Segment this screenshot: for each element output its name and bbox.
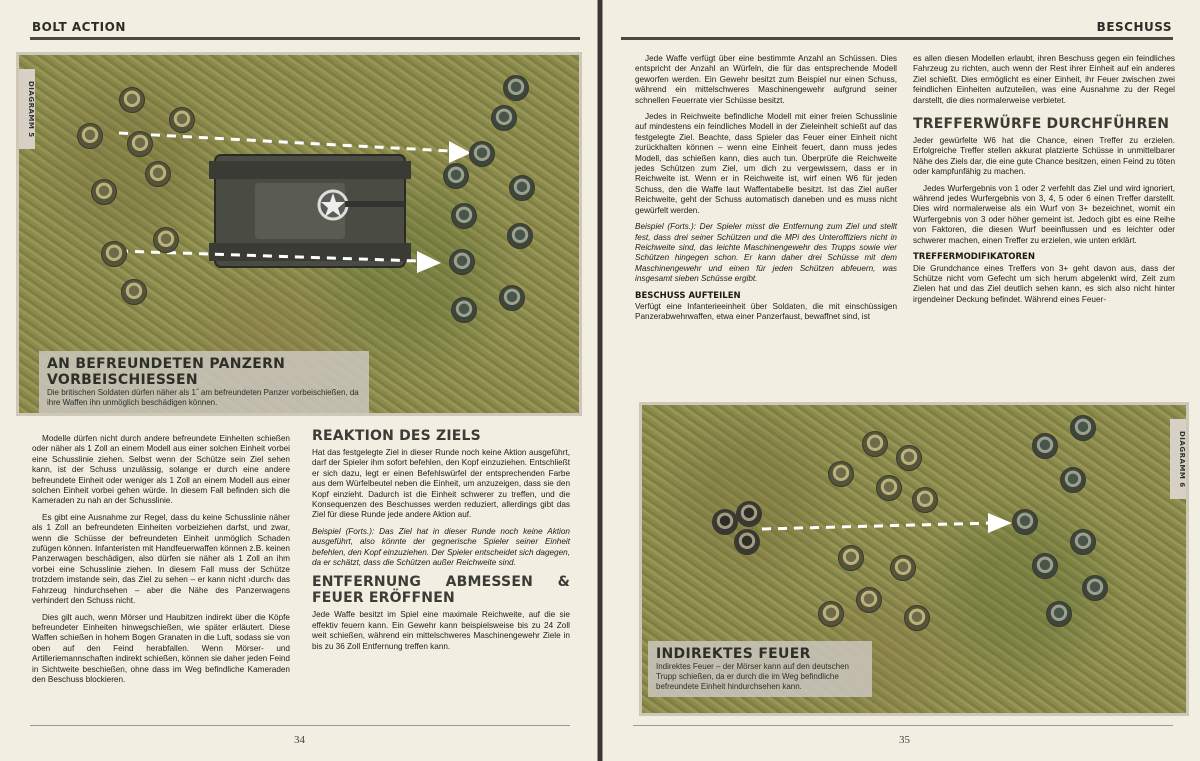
footer-rule bbox=[633, 725, 1173, 726]
german-soldier-miniature bbox=[443, 163, 469, 189]
german-soldier-miniature bbox=[1032, 553, 1058, 579]
friendly-soldier-miniature bbox=[818, 601, 844, 627]
left-page bbox=[0, 0, 598, 761]
paragraph: Dies gilt auch, wenn Mörser und Haubitzen indirekt über die Köpfe befreundeter Einheiten hinwegschießen, wie später erläutert. Diese Waffen schießen in hohem Bogen Granaten in die Luft, sodass sie von oben auf den Feind herabfallen. Wenn Mörser- und Artilleriemannschaften indirekt schießen, können sie daher jeden Feind in Sichtweite beschießen, ohne dass im Weg befindliche Kameraden den Beschuss blockieren. bbox=[32, 612, 290, 684]
german-soldier-miniature bbox=[499, 285, 525, 311]
friendly-soldier-miniature bbox=[828, 461, 854, 487]
german-soldier-miniature bbox=[1082, 575, 1108, 601]
tank bbox=[209, 155, 411, 267]
friendly-soldier-miniature bbox=[838, 545, 864, 571]
british-soldier-miniature bbox=[119, 87, 145, 113]
running-head-right: BESCHUSS bbox=[1096, 20, 1172, 34]
paragraph: Jede Waffe verfügt über eine bestimmte Anzahl an Schüssen. Dies entspricht der Anzahl an Würfeln, die für das entsprechende Modell geworfen werden. Ein Gewehr besitzt zum Beispiel nur einen Schuss, während ein mittelschweres Maschinengewehr aufgrund seiner schnellen Feuerrate vier Schüsse besitzt. bbox=[635, 54, 897, 105]
british-soldier-miniature bbox=[77, 123, 103, 149]
diagram-6-image bbox=[639, 402, 1189, 716]
heading-treffermodifikatoren: TREFFERMODIFIKATOREN bbox=[913, 252, 1035, 263]
mortar-miniature bbox=[736, 501, 762, 527]
page-number-left: 34 bbox=[294, 734, 305, 746]
header-rule bbox=[30, 37, 580, 40]
paragraph: Modelle dürfen nicht durch andere befreundete Einheiten schießen oder näher als 1 Zoll an einem Modell aus einer solchen Einheit vorbei eine Schusslinie ziehen. Selbst wenn der Schütze sein Ziel sehen kann, ist der Schuss unzulässig, solange er durch eine andere befreundete Einheit oder weniger als 1 Zoll an einem Modell aus einer solchen Einheit vorbei gehen würde. In diesem Fall befinden sich die Kameraden zu nah an der Schusslinie. bbox=[32, 434, 290, 506]
friendly-soldier-miniature bbox=[862, 431, 888, 457]
footer-rule bbox=[30, 725, 570, 726]
german-soldier-miniature bbox=[469, 141, 495, 167]
heading-trefferwuerfe: TREFFERWÜRFE DURCHFÜHREN bbox=[913, 116, 1170, 133]
right-column-2 bbox=[913, 54, 1175, 311]
german-soldier-miniature bbox=[1032, 433, 1058, 459]
paragraph: Hat das festgelegte Ziel in dieser Runde noch keine Aktion ausgeführt, darf der Spieler ihm sofort befehlen, den Kopf einzuziehen. Entschließt er sich dazu, legt er einen Befehlswürfel der entsprechenden Farbe aus dem Würfelbeutel neben die Einheit, um anzuzeigen, dass sie den Kopf einzieht. Dadurch ist die Einheit schwerer zu treffen, und die Konsequenzen des Beschusses werden reduziert, allerdings gibt das Ziel für diese Runde jede andere Aktion auf. bbox=[312, 448, 570, 520]
arrow-head-icon bbox=[449, 141, 471, 163]
example-paragraph: Beispiel (Forts.): Das Ziel hat in dieser Runde noch keine Aktion ausgeführt, also könnte der gegnerische Spieler seiner Einheit befehlen, den Kopf einzuziehen. Der Spieler entscheidet sich dagegen, da er schätzt, dass die Schützen außer Reichweite sind. bbox=[312, 526, 570, 568]
german-soldier-miniature bbox=[1046, 601, 1072, 627]
example-paragraph: Beispiel (Forts.): Der Spieler misst die Entfernung zum Ziel und stellt fest, dass drei seiner Schützen und die MPi des Unteroffiziers nicht in Reichweite sind, das leichte Maschinengewehr des Trupps sowie vier Schützen hingegen schon. Er kann daher drei Schüsse mit dem Maschinengewehr und einen für jeden Schützen abfeuern, was insgesamt sieben Schüsse ergibt. bbox=[635, 222, 897, 284]
caption-text: Indirektes Feuer – der Mörser kann auf den deutschen Trupp schießen, da er durch die im Weg befindliche befreundete Einheit hindurchsehen kann. bbox=[656, 662, 849, 691]
left-column-2 bbox=[312, 424, 570, 658]
diagram-caption bbox=[39, 351, 369, 413]
german-soldier-miniature bbox=[507, 223, 533, 249]
caption-text: Die britischen Soldaten dürfen näher als 1˝ am befreundeten Panzer vorbeischießen, da ihre Waffen ihn unmöglich beschädigen können. bbox=[47, 388, 359, 407]
paragraph: es allen diesen Modellen erlaubt, ihren Beschuss gegen ein feindliches Fahrzeug zu richten, auch wenn der Rest ihrer Einheit auf ein anderes Ziel schießt. Dies ermöglicht es einer Einheit, ihr Feuer zwischen zwei feindlichen Einheiten aufzuteilen, was eine Ausnahme zu der Regel darstellt, die dies normalerweise verbietet. bbox=[913, 54, 1175, 105]
friendly-soldier-miniature bbox=[876, 475, 902, 501]
german-soldier-miniature bbox=[1070, 415, 1096, 441]
british-soldier-miniature bbox=[91, 179, 117, 205]
friendly-soldier-miniature bbox=[904, 605, 930, 631]
german-soldier-miniature bbox=[1060, 467, 1086, 493]
german-soldier-miniature bbox=[1012, 509, 1038, 535]
paragraph: Jede Waffe besitzt im Spiel eine maximale Reichweite, auf die sie effektiv feuern kann. Ein Gewehr kann beispielsweise bis zu 24 Zoll weit schießen, während ein mittelschweres Maschinengewehr Ziele in bis zu 36 Zoll Entfernung treffen kann. bbox=[312, 610, 570, 651]
heading-reaktion: REAKTION DES ZIELS bbox=[312, 428, 481, 444]
german-soldier-miniature bbox=[509, 175, 535, 201]
german-soldier-miniature bbox=[449, 249, 475, 275]
caption-title: AN BEFREUNDETEN PANZERN VORBEISCHIESSEN bbox=[47, 356, 286, 388]
british-soldier-miniature bbox=[145, 161, 171, 187]
german-soldier-miniature bbox=[451, 297, 477, 323]
german-soldier-miniature bbox=[1070, 529, 1096, 555]
british-soldier-miniature bbox=[153, 227, 179, 253]
diagram-5-image bbox=[16, 52, 582, 416]
arrow-head-icon bbox=[417, 251, 441, 273]
british-soldier-miniature bbox=[127, 131, 153, 157]
british-soldier-miniature bbox=[121, 279, 147, 305]
arrow-head-icon bbox=[988, 513, 1012, 533]
german-soldier-miniature bbox=[491, 105, 517, 131]
header-rule bbox=[621, 37, 1173, 40]
german-soldier-miniature bbox=[503, 75, 529, 101]
running-head-left: BOLT ACTION bbox=[32, 20, 126, 34]
diagram-tab: DIAGRAMM 5 bbox=[19, 69, 35, 149]
diagram-tab: DIAGRAMM 6 bbox=[1170, 419, 1186, 499]
paragraph: Es gibt eine Ausnahme zur Regel, dass du keine Schusslinie näher als 1 Zoll an befreundeten Einheiten vorbeiziehen darfst, und zwar, wenn die Schüsse der befreundeten Einheit unmöglich Schaden zufügen können. Infanteristen mit Handfeuerwaffen können z.B. keinen Panzerwagen beschädigen, also dürfen sie näher als 1 Zoll an ihm vorbei eine Schusslinie ziehen. In diesem Fall muss der Schütze trotzdem imstande sein, das Ziel zu sehen – er kann nicht ›durch‹ das Fahrzeug hindurchsehen – aber die Nähe des Panzerwagens verhindert den Schuss nicht. bbox=[32, 512, 290, 606]
friendly-soldier-miniature bbox=[896, 445, 922, 471]
friendly-soldier-miniature bbox=[856, 587, 882, 613]
paragraph: Die Grundchance eines Treffers von 3+ geht davon aus, dass der Schütze nicht vom Gefecht um sich herum abgelenkt wird, Zeit zum Zielen hat und das Ziel deutlich sehen kann, es sich also nicht hinter irgendeiner Deckung befindet. Während eines Feuer- bbox=[913, 263, 1175, 304]
mortar-crew-miniature bbox=[712, 509, 738, 535]
right-column-1 bbox=[635, 54, 897, 329]
caption-title: INDIREKTES FEUER bbox=[656, 646, 811, 662]
british-soldier-miniature bbox=[101, 241, 127, 267]
paragraph: Verfügt eine Infanterieeinheit über Soldaten, die mit einschüssigen Panzerabwehrwaffen, etwa einer Panzerfaust, bewaffnet sind, ist bbox=[635, 301, 897, 322]
diagram-caption bbox=[648, 641, 872, 697]
paragraph: Jedes Wurfergebnis von 1 oder 2 verfehlt das Ziel und wird ignoriert, während jedes Wurfergebnis von 3, 4, 5 oder 6 einen Treffer darstellt. Dies wird normalerweise als ein Wurf von 3+ bezeichnet, womit ein Wurfergebnis von 3 oder höher gemeint ist. Jedoch gibt es eine Reihe von Faktoren, die diesen Wurf beeinflussen und es leichter oder schwerer machen, einen Treffer zu erzielen, wie unten erklärt. bbox=[913, 183, 1175, 245]
paragraph: Jedes in Reichweite befindliche Modell mit einer freien Schusslinie auf mindestens ein feindliches Modell in der Zieleinheit schießt auf das festgelegte Ziel. Beachte, dass Spieler das Feuer einer Einheit nicht zurückhalten können – wenn eine Einheit feuert, dann muss jedes Modell, das schießen kann, dies auch tun. Überprüfe die Reichweite jedes Schützen zum Ziel, um dich zu vergewissern, dass er in Reichweite ist. Wenn er in Reichweite ist, wirf einen W6 für jeden Schuss, den die Waffe laut Waffentabelle besitzt. Ist das Ziel außer Reichweite, geht der Schuss automatisch daneben und es muss nicht gewürfelt werden. bbox=[635, 112, 897, 215]
left-column-1 bbox=[32, 434, 290, 691]
friendly-soldier-miniature bbox=[890, 555, 916, 581]
german-soldier-miniature bbox=[451, 203, 477, 229]
paragraph: Jeder gewürfelte W6 hat die Chance, einen Treffer zu erzielen. Erfolgreiche Treffer stellen akkurat platzierte Schüsse in unmittelbarer Nähe des Ziels dar, die eine gute Chance besitzen, einen Feind zu töten oder kampfunfähig zu machen. bbox=[913, 136, 1175, 177]
right-page bbox=[602, 0, 1200, 761]
page-number-right: 35 bbox=[899, 734, 910, 746]
friendly-soldier-miniature bbox=[912, 487, 938, 513]
british-soldier-miniature bbox=[169, 107, 195, 133]
heading-entfernung: ENTFERNUNG ABMESSEN & FEUER ERÖFFNEN bbox=[312, 574, 570, 607]
heading-beschuss-aufteilen: BESCHUSS AUFTEILEN bbox=[635, 290, 741, 301]
mortar-crew-miniature bbox=[734, 529, 760, 555]
